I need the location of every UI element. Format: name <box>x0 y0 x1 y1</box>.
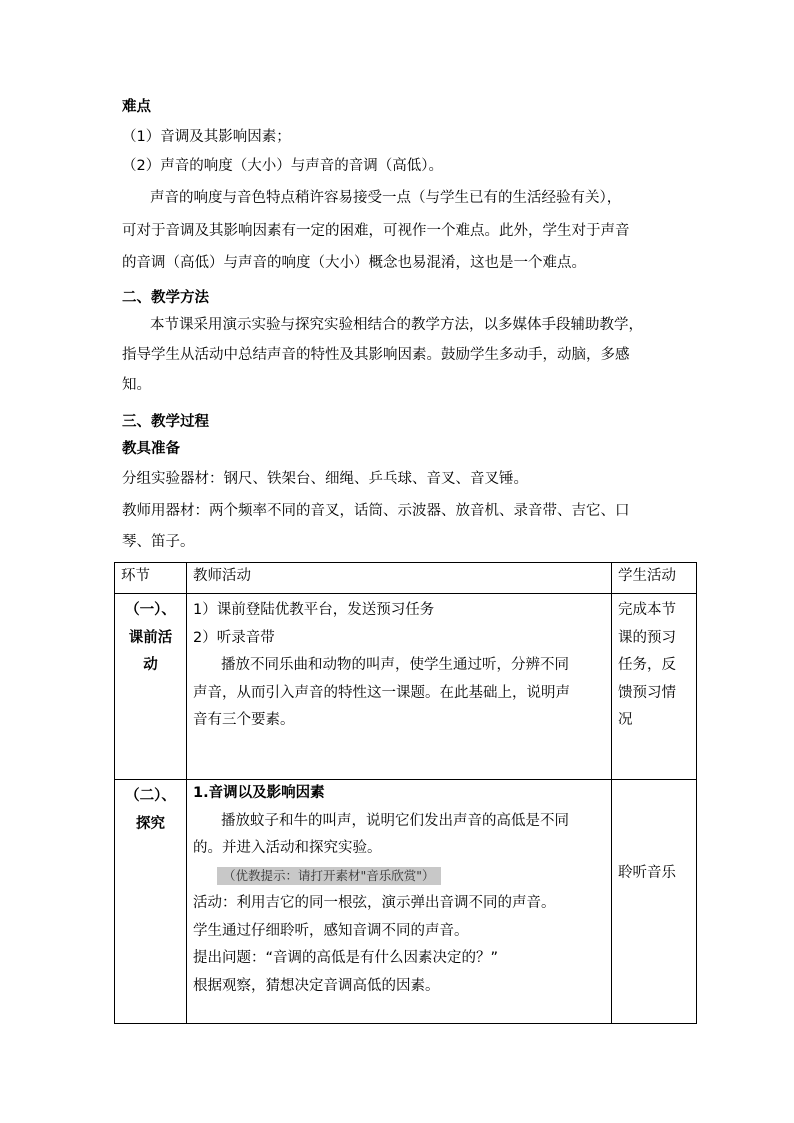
student-activity-cell <box>612 594 697 780</box>
difficulty-item-2: （2）声音的响度（大小）与声音的音调（高低）。 <box>122 158 443 174</box>
methods-heading: 二、教学方法 <box>122 290 209 306</box>
teacher-equipment-line: 琴、笛子。 <box>122 534 195 550</box>
teacher-activity-line: 学生通过仔细聆听，感知音调不同的声音。 <box>193 922 469 939</box>
difficulty-paragraph-line: 的音调（高低）与声音的响度（大小）概念也易混淆，这也是一个难点。 <box>122 255 586 271</box>
header-cell: 学生活动 <box>612 563 697 594</box>
difficulty-paragraph-line: 声音的响度与音色特点稍许容易接受一点（与学生已有的生活经验有关）， <box>150 190 622 206</box>
header-cell: 环节 <box>115 563 187 594</box>
table-header-row <box>115 563 697 594</box>
student-activity-line: 完成本节 <box>618 602 676 618</box>
student-activity-cell <box>612 780 697 1024</box>
stage-cell <box>115 780 187 1024</box>
teacher-activity-line: 音有三个要素。 <box>193 712 295 728</box>
process-heading: 三、教学过程 <box>122 414 209 430</box>
student-activity-line: 馈预习情 <box>618 684 676 701</box>
lesson-process-table <box>114 562 697 1024</box>
group-equipment-text: 分组实验器材：钢尺、铁架台、细绳、乒乓球、音叉、音叉锤。 <box>122 471 528 487</box>
stage-label: 课前活 <box>128 629 173 646</box>
teacher-activity-line: 活动：利用吉它的同一根弦，演示弹出音调不同的声音。 <box>193 895 556 911</box>
stage-label: （一）、 <box>125 602 176 618</box>
student-activity-line: 聆听音乐 <box>618 865 676 881</box>
teacher-activity-line: 播放蚊子和牛的叫声，说明它们发出声音的高低是不同 <box>221 812 569 829</box>
teacher-equipment-line: 教师用器材：两个频率不同的音叉，话筒、示波器、放音机、录音带、吉它、口 <box>122 503 630 519</box>
student-activity-line: 况 <box>618 712 633 728</box>
teacher-activity-line: 1）课前登陆优教平台，发送预习任务 <box>193 602 435 618</box>
header-cell: 教师活动 <box>187 563 612 594</box>
difficulty-paragraph-line: 可对于音调及其影响因素有一定的困难，可视作一个难点。此外，学生对于声音 <box>122 223 630 239</box>
resource-hint-badge: （优教提示：请打开素材"音乐欣赏"） <box>217 867 441 885</box>
teacher-activity-cell <box>187 780 612 1024</box>
methods-paragraph-line: 指导学生从活动中总结声音的特性及其影响因素。鼓励学生多动手，动脑，多感 <box>122 347 630 363</box>
stage-label: 动 <box>143 657 158 673</box>
stage-label: 探究 <box>136 815 165 832</box>
prep-heading: 教具准备 <box>122 441 180 457</box>
teacher-activity-line: 播放不同乐曲和动物的叫声，使学生通过听，分辨不同 <box>221 657 569 673</box>
hint-line <box>187 863 611 891</box>
section-title: 1.音调以及影响因素 <box>193 785 325 801</box>
teacher-activity-line: 2）听录音带 <box>193 629 275 646</box>
stage-label: （二）、 <box>125 788 176 804</box>
difficulty-item-1: （1）音调及其影响因素； <box>122 129 291 145</box>
methods-paragraph-line: 本节课采用演示实验与探究实验相结合的教学方法，以多媒体手段辅助教学， <box>150 317 643 333</box>
stage-cell <box>115 594 187 780</box>
teacher-activity-line: 提出问题：“音调的高低是有什么因素决定的？” <box>193 950 499 966</box>
teacher-activity-cell <box>187 594 612 780</box>
difficulty-heading: 难点 <box>122 99 151 115</box>
table-row <box>115 780 697 1024</box>
teacher-activity-line: 声音，从而引入声音的特性这一课题。在此基础上，说明声 <box>193 684 570 701</box>
teacher-activity-line: 根据观察，猜想决定音调高低的因素。 <box>193 977 440 994</box>
teacher-activity-line: 的。并进入活动和探究实验。 <box>193 840 382 856</box>
table-row <box>115 594 697 780</box>
student-activity-line: 任务，反 <box>618 657 676 673</box>
methods-paragraph-line: 知。 <box>122 377 151 393</box>
student-activity-line: 课的预习 <box>618 629 676 646</box>
